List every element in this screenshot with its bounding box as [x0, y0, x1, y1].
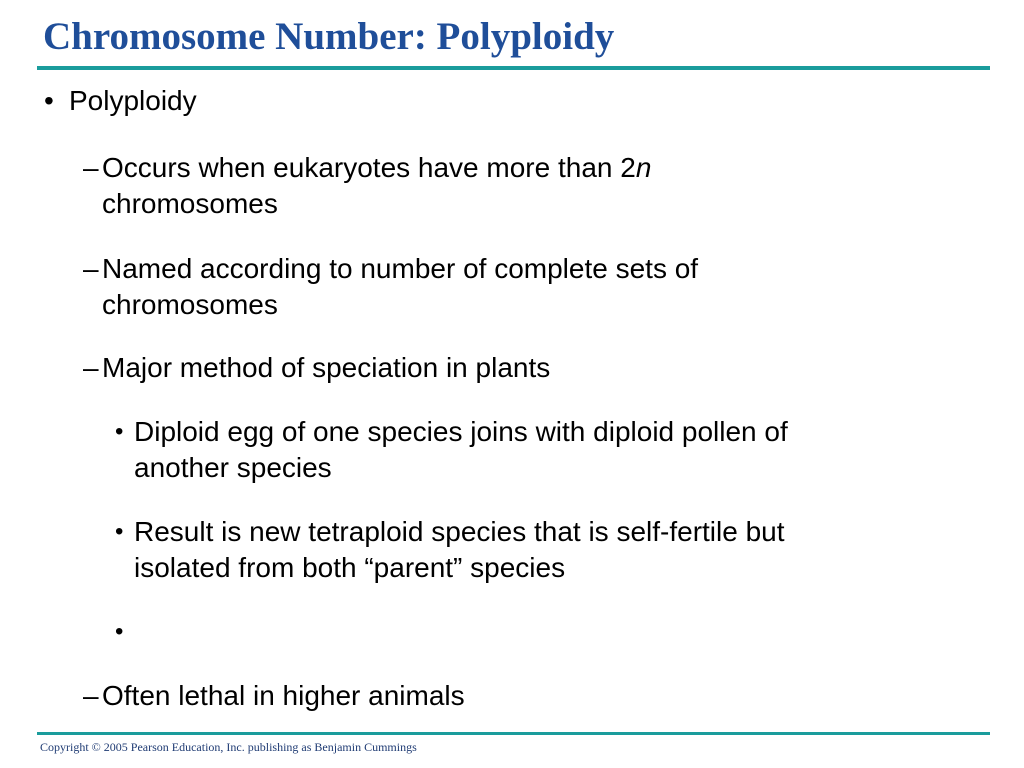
subbullet-text-cont: chromosomes [102, 188, 278, 219]
subbullet-text: Major method of speciation in plants [102, 352, 551, 383]
copyright-footer: Copyright © 2005 Pearson Education, Inc. publishing as Benjamin Cummings [40, 740, 417, 754]
subsubbullet-text-cont: isolated from both “parent” species [134, 552, 566, 583]
dash-marker: – [83, 680, 99, 711]
dash-marker: – [83, 152, 99, 183]
italic-n: n [635, 152, 652, 183]
dash-marker: – [83, 253, 99, 284]
subsubbullet-text-cont: another species [134, 452, 332, 483]
subbullet-text: Named according to number of complete sets of [102, 253, 699, 284]
subbullet-text [102, 150, 651, 186]
bullet-text: Polyploidy [69, 85, 197, 116]
subsubbullet-text: Result is new tetraploid species that is self-fertile but [134, 516, 785, 547]
subbullet-text: Often lethal in higher animals [102, 680, 465, 711]
subbullet-text-main: Occurs when eukaryotes have more than 2 [102, 152, 636, 183]
dash-marker: – [83, 352, 99, 383]
subbullet-text-cont: chromosomes [102, 289, 278, 320]
bullet-marker: • [115, 418, 124, 445]
footer-divider [37, 732, 990, 735]
bullet-marker: • [115, 618, 124, 645]
title-divider [37, 66, 990, 70]
bullet-marker: • [44, 85, 54, 116]
slide-title: Chromosome Number: Polyploidy [43, 15, 615, 58]
subsubbullet-text: Diploid egg of one species joins with diploid pollen of [134, 416, 788, 447]
bullet-marker: • [115, 518, 124, 545]
